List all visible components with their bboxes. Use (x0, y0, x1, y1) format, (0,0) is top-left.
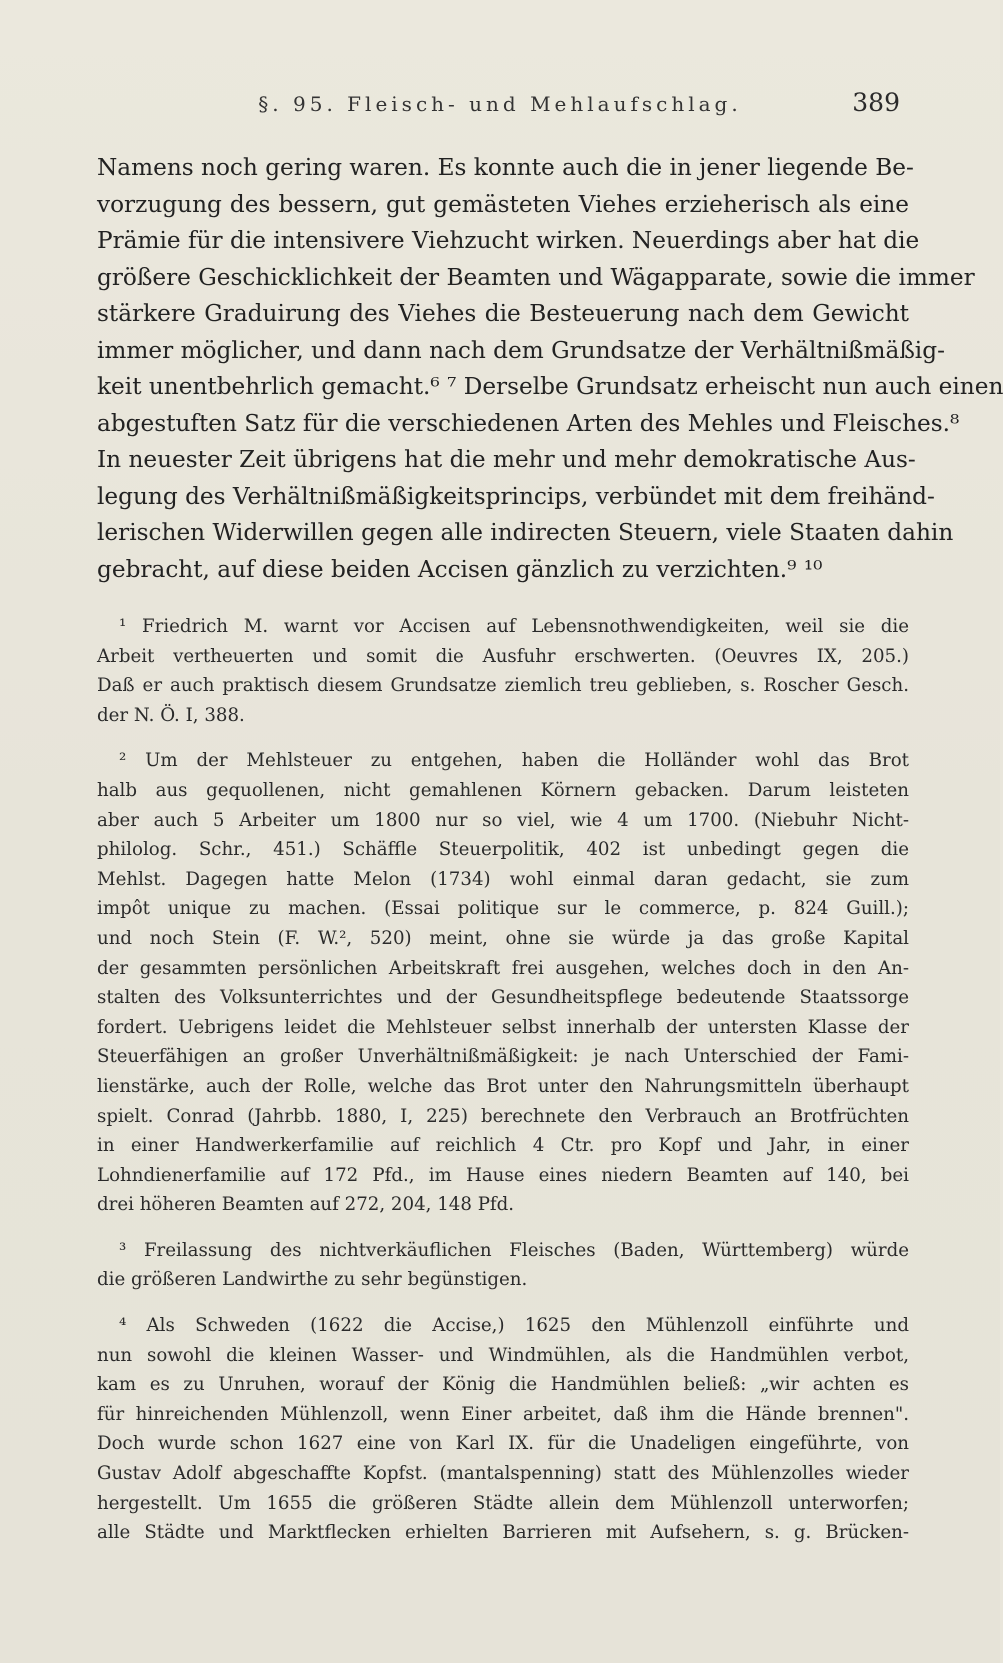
footnote-line: die größeren Landwirthe zu sehr begünstigen. (97, 1269, 528, 1291)
text-line: Prämie für die intensivere Viehzucht wirken. Neuerdings aber hat die (97, 227, 920, 254)
footnote-line: ² Um der Mehlsteuer zu entgehen, haben die Holländer wohl das Brot (119, 750, 909, 772)
footnote-line: ¹ Friedrich M. warnt vor Accisen auf Lebensnothwendigkeiten, weil sie die (119, 616, 909, 637)
footnote-line: aber auch 5 Arbeiter um 1800 nur so viel, wie 4 um 1700. (Niebuhr Nicht- (97, 809, 909, 831)
section-title: §. 95. Fleisch- und Mehlaufschlag. (258, 92, 742, 116)
footnote-line: für hinreichenden Mühlenzoll, wenn Einer arbeitet, daß ihm die Hände brennen". (97, 1403, 909, 1425)
footnote-line: philolog. Schr., 451.) Schäffle Steuerpolitik, 402 ist unbedingt gegen die (97, 839, 909, 861)
main-text (97, 150, 1003, 1548)
footnote-3 (97, 1236, 909, 1295)
text-line: größere Geschicklichkeit der Beamten und Wägapparate, sowie die immer (97, 263, 975, 291)
footnote-line: impôt unique zu machen. (Essai politique sur le commerce, p. 824 Guill.); (97, 898, 909, 920)
footnote-line: Steuerfähigen an großer Unverhältnißmäßigkeit: je nach Unterschied der Fami- (97, 1046, 909, 1068)
footnote-1 (97, 612, 909, 730)
footnote-line: hergestellt. Um 1655 die größeren Städte allein dem Mühlenzoll unterworfen; (97, 1492, 909, 1514)
text-line: Namens noch gering waren. Es konnte auch die in jener liegende Be- (97, 154, 914, 181)
footnote-line: spielt. Conrad (Jahrbb. 1880, I, 225) berechnete den Verbrauch an Brotfrüchten (97, 1105, 909, 1127)
footnote-line: drei höheren Beamten auf 272, 204, 148 Pfd. (97, 1194, 515, 1216)
text-line: stärkere Graduirung des Viehes die Besteuerung nach dem Gewicht (97, 300, 909, 327)
text-line: keit unentbehrlich gemacht.⁶ ⁷ Derselbe Grundsatz erheischt nun auch einen (97, 373, 1003, 400)
footnote-line: nun sowohl die kleinen Wasser- und Windmühlen, als die Handmühlen verbot, (97, 1344, 909, 1366)
text-line: In neuester Zeit übrigens hat die mehr und mehr demokratische Aus- (97, 446, 916, 473)
footnote-line: ³ Freilassung des nichtverkäuflichen Fleisches (Baden, Württemberg) würde (119, 1239, 909, 1261)
footnote-line: stalten des Volksunterrichtes und der Gesundheitspflege bedeutende Staatssorge (97, 987, 909, 1009)
text-line: legung des Verhältnißmäßigkeitsprincips, verbündet mit dem freihänd- (97, 482, 935, 510)
footnote-2 (97, 746, 909, 1220)
footnote-line: der N. Ö. I, 388. (97, 704, 245, 726)
footnote-line: halb aus gequollenen, nicht gemahlenen Körnern gebacken. Darum leisteten (97, 779, 909, 801)
footnote-4 (97, 1311, 909, 1548)
footnote-line: lienstärke, auch der Rolle, welche das Brot unter den Nahrungsmitteln überhaupt (97, 1075, 909, 1097)
footnote-line: und noch Stein (F. W.², 520) meint, ohne sie würde ja das große Kapital (97, 927, 909, 949)
text-line: lerischen Widerwillen gegen alle indirecten Steuern, viele Staaten dahin (97, 519, 954, 546)
footnote-line: Doch wurde schon 1627 eine von Karl IX. für die Unadeligen eingeführte, von (97, 1433, 909, 1455)
footnote-line: fordert. Uebrigens leidet die Mehlsteuer selbst innerhalb der untersten Klasse der (97, 1016, 909, 1038)
footnote-line: in einer Handwerkerfamilie auf reichlich 4 Ctr. pro Kopf und Jahr, in einer (97, 1135, 909, 1157)
footnote-line: der gesammten persönlichen Arbeitskraft frei ausgehen, welches doch in den An- (97, 957, 909, 979)
text-line: abgestuften Satz für die verschiedenen Arten des Mehles und Fleisches.⁸ (97, 409, 960, 437)
footnote-line: Mehlst. Dagegen hatte Melon (1734) wohl einmal daran gedacht, sie zum (97, 868, 909, 890)
footnote-line: Arbeit vertheuerten und somit die Ausfuhr erschwerten. (Oeuvres IX, 205.) (97, 645, 909, 667)
text-line: gebracht, auf diese beiden Accisen gänzlich zu verzichten.⁹ ¹⁰ (97, 555, 823, 583)
footnote-line: Lohndienerfamilie auf 172 Pfd., im Hause eines niedern Beamten auf 140, bei (97, 1164, 909, 1186)
text-line: vorzugung des bessern, gut gemästeten Viehes erzieherisch als eine (97, 190, 909, 218)
footnote-line: alle Städte und Marktflecken erhielten Barrieren mit Aufsehern, s. g. Brücken- (97, 1522, 909, 1544)
running-header (100, 88, 900, 124)
page-number: 389 (852, 88, 900, 117)
footnote-line: Daß er auch praktisch diesem Grundsatze ziemlich treu geblieben, s. Roscher Gesch. (97, 675, 909, 697)
footnote-line: ⁴ Als Schweden (1622 die Accise,) 1625 den Mühlenzoll einführte und (119, 1315, 909, 1337)
footnote-line: kam es zu Unruhen, worauf der König die Handmühlen beließ: „wir achten es (97, 1374, 909, 1396)
footnote-line: Gustav Adolf abgeschaffte Kopfst. (mantalspenning) statt des Mühlenzolles wieder (97, 1463, 909, 1485)
text-line: immer möglicher, und dann nach dem Grundsatze der Verhältnißmäßig- (97, 336, 945, 364)
